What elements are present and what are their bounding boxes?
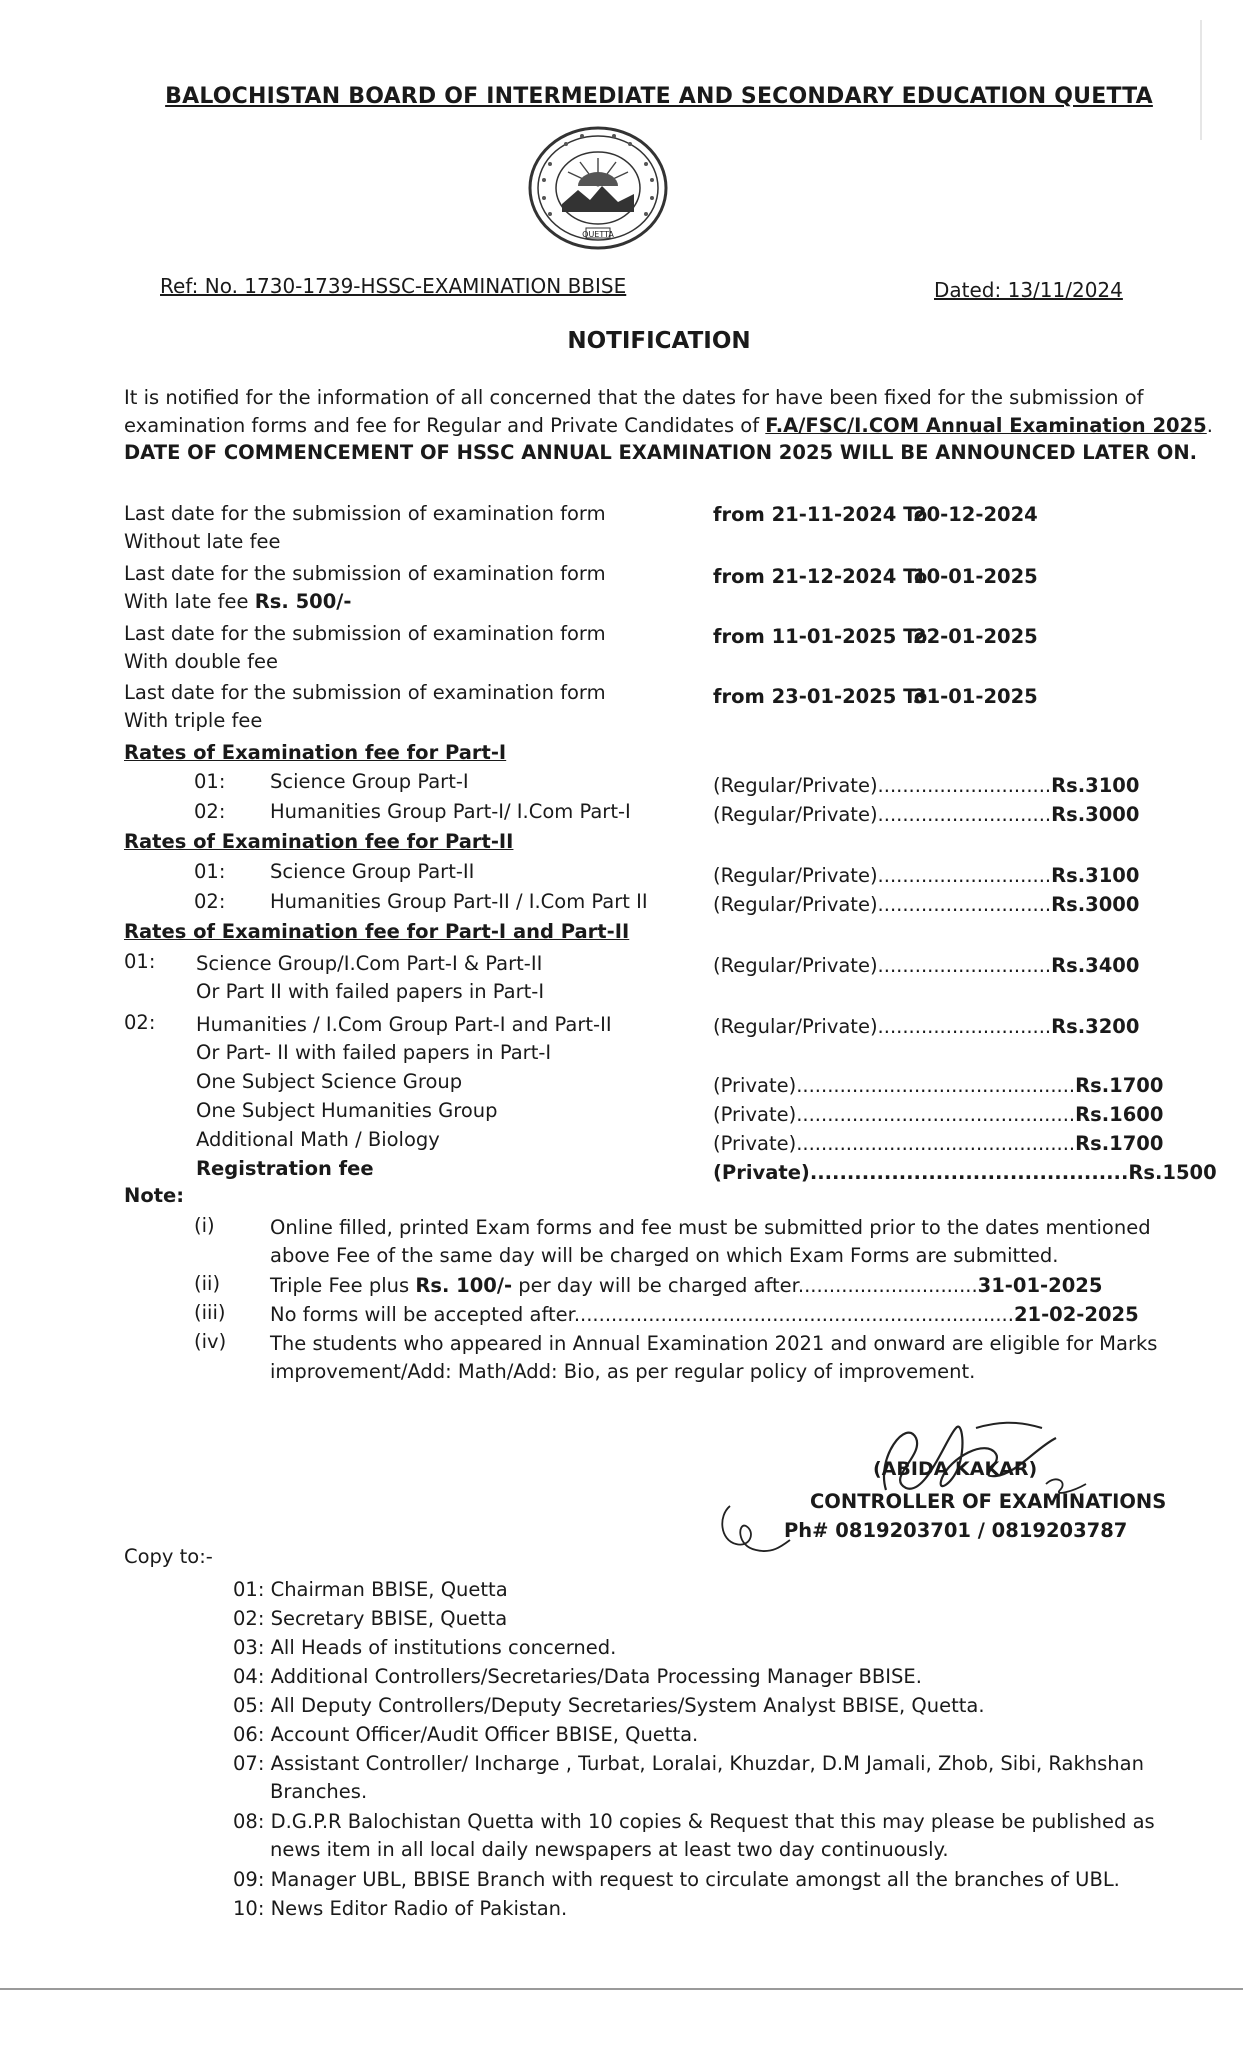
fee-item-rate — [713, 864, 1139, 887]
fee-item-name: One Subject Science Group — [196, 1070, 463, 1093]
copy-item-line: 08: D.G.P.R Balochistan Quetta with 10 copies & Request that this may please be published as — [233, 1810, 1155, 1833]
both-parts-fee-heading: Rates of Examination fee for Part-I and Part-II — [124, 920, 630, 943]
fee-item-name-line: Humanities / I.Com Group Part-I and Part-II — [196, 1013, 612, 1036]
schedule-label-line — [124, 707, 606, 735]
copy-list-item: 04: Additional Controllers/Secretaries/Data Processing Manager BBISE. — [233, 1665, 922, 1688]
note-line: Triple Fee plus — [270, 1274, 416, 1297]
schedule-from: from 21-11-2024 To — [713, 503, 928, 526]
note-text — [270, 1301, 1139, 1329]
note-line: No forms will be accepted after....................................................................... — [270, 1303, 1014, 1326]
schedule-to: 31-01-2025 — [913, 685, 1038, 708]
scan-edge-mark — [1200, 20, 1202, 140]
schedule-row-2-label — [124, 560, 606, 616]
copy-list-item: 05: All Deputy Controllers/Deputy Secretaries/System Analyst BBISE, Quetta. — [233, 1694, 985, 1717]
rate-label: (Private)............................................. — [713, 1074, 1076, 1097]
schedule-row-2-dates — [713, 565, 1038, 588]
rate-amount: Rs.3400 — [1051, 954, 1140, 977]
schedule-label-line — [124, 648, 606, 676]
fee-item-name: Humanities Group Part-I/ I.Com Part-I — [270, 800, 631, 823]
schedule-label-line — [124, 528, 606, 556]
fee-item-name-line: Or Part II with failed papers in Part-I — [196, 980, 545, 1003]
note-line: Online filled, printed Exam forms and fee must be submitted prior to the dates mentioned — [270, 1216, 1151, 1239]
board-title: BALOCHISTAN BOARD OF INTERMEDIATE AND SECONDARY EDUCATION QUETTA — [165, 84, 1153, 109]
fee-item-name — [196, 950, 544, 1006]
note-text — [270, 1214, 1151, 1270]
schedule-row-3-dates — [713, 625, 1038, 648]
copy-list-item: 02: Secretary BBISE, Quetta — [233, 1607, 508, 1630]
rate-amount: Rs.3100 — [1051, 774, 1140, 797]
note-number: (ii) — [194, 1272, 221, 1295]
schedule-row-4-label — [124, 679, 606, 735]
schedule-label-line: Last date for the submission of examination form — [124, 502, 606, 525]
fee-item-name: Additional Math / Biology — [196, 1128, 440, 1151]
intro-line-2-end: . — [1206, 413, 1213, 437]
bottom-rule — [0, 1988, 1243, 1990]
fee-item-number: 01: — [194, 770, 226, 793]
note-number: (iii) — [194, 1301, 226, 1324]
copy-list-item — [233, 1808, 1155, 1864]
fee-item-name: Science Group Part-I — [270, 770, 469, 793]
controller-title: CONTROLLER OF EXAMINATIONS — [810, 1490, 1167, 1513]
rate-amount: Rs.1500 — [1128, 1161, 1217, 1184]
note-line: per day will be charged after............................. — [512, 1274, 978, 1297]
rate-amount: Rs.3000 — [1051, 893, 1140, 916]
note-number: (iv) — [194, 1330, 227, 1353]
reference-number: Ref: No. 1730-1739-HSSC-EXAMINATION BBISE — [160, 274, 627, 298]
intro-line-2-text: examination forms and fee for Regular and Private Candidates of — [124, 413, 766, 437]
schedule-to: 20-12-2024 — [913, 503, 1038, 526]
rate-label: (Regular/Private)............................ — [713, 864, 1052, 887]
copy-item-line: 07: Assistant Controller/ Incharge , Turbat, Loralai, Khuzdar, D.M Jamali, Zhob, Sibi, Rakhshan — [233, 1752, 1144, 1775]
copy-list-item: 09: Manager UBL, BBISE Branch with request to circulate amongst all the branches of UBL. — [233, 1868, 1120, 1891]
note-number: (i) — [194, 1214, 215, 1237]
schedule-from: from 21-12-2024 To — [713, 565, 928, 588]
copy-list-item — [233, 1750, 1144, 1806]
fee-item-name: One Subject Humanities Group — [196, 1099, 498, 1122]
schedule-label-line: Last date for the submission of examination form — [124, 681, 606, 704]
notification-title: NOTIFICATION — [567, 328, 751, 354]
intro-line-1: It is notified for the information of all concerned that the dates for have been fixed for the submission of — [124, 386, 1144, 409]
rate-amount: Rs.3000 — [1051, 803, 1140, 826]
schedule-label-text: With triple fee — [124, 709, 263, 732]
rate-amount: Rs.1600 — [1075, 1103, 1164, 1126]
fee-item-rate — [713, 803, 1139, 826]
fee-item-number: 01: — [194, 860, 226, 883]
fee-item-rate — [713, 893, 1139, 916]
rate-label: (Regular/Private)............................ — [713, 774, 1052, 797]
part1-fee-heading: Rates of Examination fee for Part-I — [124, 741, 507, 764]
exam-name: F.A/FSC/I.COM Annual Examination 2025 — [765, 413, 1207, 437]
copy-item-line: Branches. — [270, 1780, 368, 1803]
rate-amount: Rs.1700 — [1075, 1074, 1164, 1097]
schedule-from: from 11-01-2025 To — [713, 625, 928, 648]
seal-label: QUETTA — [582, 230, 614, 239]
fee-item-number: 02: — [194, 890, 226, 913]
fee-item-rate — [713, 1132, 1163, 1155]
note-line: above Fee of the same day will be charged on which Exam Forms are submitted. — [270, 1244, 1059, 1267]
schedule-row-1-label — [124, 500, 606, 556]
commencement-notice: DATE OF COMMENCEMENT OF HSSC ANNUAL EXAMINATION 2025 WILL BE ANNOUNCED LATER ON. — [124, 441, 1198, 464]
fee-item-rate — [713, 1103, 1163, 1126]
copy-list-item: 06: Account Officer/Audit Officer BBISE, Quetta. — [233, 1723, 699, 1746]
schedule-label-text: With late fee — [124, 590, 255, 613]
fee-item-number: 02: — [194, 800, 226, 823]
fee-item-rate — [713, 1015, 1139, 1038]
controller-phone: Ph# 0819203701 / 0819203787 — [784, 1519, 1128, 1542]
part2-fee-heading: Rates of Examination fee for Part-II — [124, 830, 514, 853]
intro-line-2 — [124, 412, 1213, 440]
rate-label: (Regular/Private)............................ — [713, 803, 1052, 826]
fee-item-name: Humanities Group Part-II / I.Com Part II — [270, 890, 648, 913]
copy-to-label: Copy to:- — [124, 1545, 213, 1568]
fee-item-rate — [713, 1161, 1217, 1184]
copy-list-item: 10: News Editor Radio of Pakistan. — [233, 1897, 568, 1920]
fee-item-number: 02: — [124, 1011, 156, 1034]
schedule-label-text: Without late fee — [124, 530, 281, 553]
fee-item-rate — [713, 954, 1139, 977]
schedule-label-text: With double fee — [124, 650, 278, 673]
controller-name: (ABIDA KAKAR) — [873, 1458, 1038, 1480]
schedule-to: 10-01-2025 — [913, 565, 1038, 588]
note-date: 21-02-2025 — [1013, 1303, 1139, 1326]
copy-list-item: 03: All Heads of institutions concerned. — [233, 1636, 617, 1659]
fee-item-number: 01: — [124, 950, 156, 973]
rate-label: (Regular/Private)............................ — [713, 1015, 1052, 1038]
schedule-to: 22-01-2025 — [913, 625, 1038, 648]
note-label: Note: — [124, 1184, 185, 1207]
note-text — [270, 1272, 1102, 1300]
fee-item-name-line: Or Part- II with failed papers in Part-I — [196, 1041, 552, 1064]
fee-item-name — [196, 1011, 612, 1067]
fee-item-rate — [713, 1074, 1163, 1097]
late-fee-amount: Rs. 500/- — [254, 590, 352, 613]
copy-list-item: 01: Chairman BBISE, Quetta — [233, 1578, 508, 1601]
fee-item-rate — [713, 774, 1139, 797]
note-date: 31-01-2025 — [977, 1274, 1103, 1297]
notification-date: Dated: 13/11/2024 — [934, 278, 1123, 302]
note-text — [270, 1330, 1157, 1386]
rate-label: (Private)........................................... — [713, 1161, 1129, 1184]
rate-label: (Private)............................................. — [713, 1103, 1076, 1126]
note-amount: Rs. 100/- — [415, 1274, 513, 1297]
schedule-from: from 23-01-2025 To — [713, 685, 928, 708]
note-line: The students who appeared in Annual Examination 2021 and onward are eligible for Marks — [270, 1332, 1158, 1355]
fee-item-name-line: Science Group/I.Com Part-I & Part-II — [196, 952, 543, 975]
schedule-label-line — [124, 588, 606, 616]
fee-item-name: Registration fee — [196, 1157, 374, 1180]
rate-amount: Rs.1700 — [1075, 1132, 1164, 1155]
board-seal-logo — [518, 124, 678, 254]
rate-label: (Regular/Private)............................ — [713, 893, 1052, 916]
schedule-label-line: Last date for the submission of examination form — [124, 622, 606, 645]
note-line: improvement/Add: Math/Add: Bio, as per regular policy of improvement. — [270, 1360, 976, 1383]
rate-amount: Rs.3200 — [1051, 1015, 1140, 1038]
schedule-label-line: Last date for the submission of examination form — [124, 562, 606, 585]
rate-label: (Private)............................................. — [713, 1132, 1076, 1155]
schedule-row-3-label — [124, 620, 606, 676]
intro-paragraph — [124, 384, 1213, 467]
schedule-row-4-dates — [713, 685, 1038, 708]
rate-amount: Rs.3100 — [1051, 864, 1140, 887]
copy-item-line: news item in all local daily newspapers at least two day continuously. — [270, 1838, 949, 1861]
schedule-row-1-dates — [713, 503, 1038, 526]
fee-item-name: Science Group Part-II — [270, 860, 475, 883]
rate-label: (Regular/Private)............................ — [713, 954, 1052, 977]
